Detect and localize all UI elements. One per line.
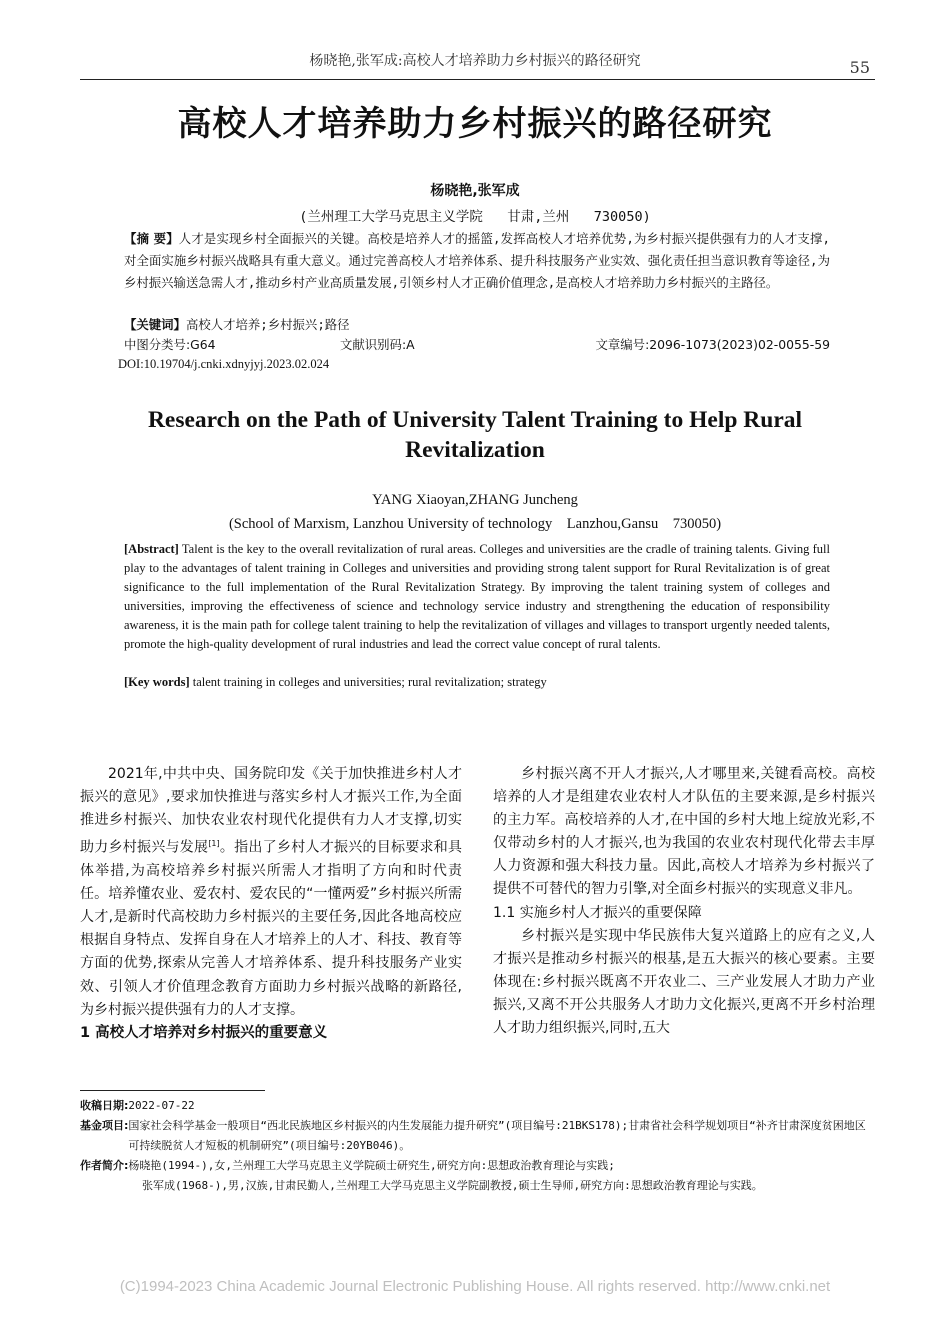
document-code: 文献识别码:A xyxy=(340,337,415,352)
english-keywords xyxy=(124,675,830,690)
footnote-received xyxy=(80,1096,875,1116)
chinese-abstract xyxy=(124,228,830,294)
chinese-abstract-label: 【摘 要】 xyxy=(124,231,179,246)
copyright-watermark: (C)1994-2023 China Academic Journal Electronic Publishing House. All rights reserved. http://www.cnki.net xyxy=(119,1278,831,1295)
chinese-affiliation: (兰州理工大学马克思主义学院 甘肃,兰州 730050) xyxy=(299,209,651,225)
doi: DOI:10.19704/j.cnki.xdnyjyj.2023.02.024 xyxy=(118,357,330,371)
english-keywords-label: [Key words] xyxy=(124,675,190,689)
section-1-heading: 1 高校人才培养对乡村振兴的重要意义 xyxy=(80,1024,328,1041)
chinese-keywords-label: 【关键词】 xyxy=(124,317,186,332)
body-left-column xyxy=(80,763,462,1045)
received-label: 收稿日期: xyxy=(80,1099,129,1112)
citation-ref: [1] xyxy=(208,839,220,849)
subsection-1-1-paragraph: 乡村振兴是实现中华民族伟大复兴道路上的应有之义,人才振兴是推动乡村振兴的根基,是五大振兴的核心要素。主要体现在:乡村振兴既离不开农业二、三产业发展人才助力产业振兴,又离不开公共服务人才助力文化振兴,更离不开乡村治理人才助力组织振兴,同时,五大 xyxy=(493,927,875,1037)
english-authors: YANG Xiaoyan,ZHANG Juncheng xyxy=(372,492,578,508)
author-2-bio: 张军成(1968-),男,汉族,甘肃民勤人,兰州理工大学马克思主义学院副教授,硕士生导师,研究方向:思想政治教育理论与实践。 xyxy=(142,1179,763,1192)
english-abstract-label: [Abstract] xyxy=(124,542,179,556)
intro-paragraph xyxy=(80,763,462,1022)
author-bio-label: 作者简介: xyxy=(80,1159,129,1172)
footnote-fund xyxy=(80,1116,875,1156)
clc-number: 中图分类号:G64 xyxy=(124,337,216,352)
intro-text-2: 。指出了乡村人才振兴的目标要求和具体举措,为高校培养乡村振兴所需人才指明了方向和时代责任。培养懂农业、爱农村、爱农民的“一懂两爱”乡村振兴所需人才,是新时代高校助力乡村振兴的主要任务,因此各地高校应根据自身特点、发挥自身在人才培养上的人才、科技、教育等方面的优势,探索从完善人才培养体系、提升科技服务产业实效、引领人才价值理念教育方面助力乡村振兴战略的新路径,为乡村振兴提供强有力的人才支撑。 xyxy=(80,839,463,1018)
fund-label: 基金项目: xyxy=(80,1119,129,1132)
english-affiliation: (School of Marxism, Lanzhou University of technology Lanzhou,Gansu 730050) xyxy=(228,516,722,532)
header-divider xyxy=(80,79,875,80)
footnotes xyxy=(80,1096,875,1196)
english-abstract-text: Talent is the key to the overall revitalization of rural areas. Colleges and universities are the cradle of training talents. Giving full play to the advantages of talent training in Colleges and universities and providing strong talent support for Rural Revitalization is of great significance to the full implementation of the Rural Revitalization Strategy. By improving the talent training system of colleges and universities, improving the effectiveness of science and technology service industry and strengthening the education of responsibility awareness, it is the main path for college talent training to help the revitalization of villages and villages to transport urgently needed talents, promote the high-quality development of rural industries and lead the correct value concept of rural talents. xyxy=(124,542,830,652)
chinese-abstract-text: 人才是实现乡村全面振兴的关键。高校是培养人才的摇篮,发挥高校人才培养优势,为乡村振兴提供强有力的人才支撑,对全面实施乡村振兴战略具有重大意义。通过完善高校人才培养体系、提升科技服务产业实效、强化责任担当意识教育等途径,为乡村振兴输送急需人才,推动乡村产业高质量发展,引领乡村人才正确价值理念,是高校人才培养助力乡村振兴的主路径。 xyxy=(124,231,830,290)
subsection-1-1-heading: 1.1 实施乡村人才振兴的重要保障 xyxy=(493,904,702,921)
author-1-bio: 杨晓艳(1994-),女,兰州理工大学马克思主义学院硕士研究生,研究方向:思想政治教育理论与实践; xyxy=(128,1159,615,1172)
footnote-author xyxy=(80,1156,875,1176)
running-header: 杨晓艳,张军成:高校人才培养助力乡村振兴的路径研究 xyxy=(309,53,641,69)
section-1-paragraph: 乡村振兴离不开人才振兴,人才哪里来,关键看高校。高校培养的人才是组建农业农村人才队伍的主要来源,是乡村振兴的主力军。高校培养的人才,在中国的乡村大地上绽放光彩,不仅带动乡村的人才振兴,也为我国的农业农村现代化带去丰厚人力资源和强大科技力量。因此,高校人才培养为乡村振兴了提供不可替代的智力引擎,对全面乡村振兴的实现意义非凡。 xyxy=(493,766,875,898)
page-number: 55 xyxy=(849,58,870,77)
body-right-column xyxy=(493,763,875,1040)
fund-text: 国家社会科学基金一般项目“西北民族地区乡村振兴的内生发展能力提升研究”(项目编号:21BKS178);甘肃省社会科学规划项目“补齐甘肃深度贫困地区可持续脱贫人才短板的机制研究”(项目编号:20YB046)。 xyxy=(128,1119,866,1152)
english-abstract xyxy=(124,540,830,655)
english-keywords-text: talent training in colleges and universities; rural revitalization; strategy xyxy=(189,675,547,689)
chinese-keywords-text: 高校人才培养;乡村振兴;路径 xyxy=(185,317,350,332)
received-date: 2022-07-22 xyxy=(128,1099,195,1112)
footnote-divider xyxy=(80,1090,265,1091)
classification-row xyxy=(124,335,830,353)
intro-text-1: 2021年,中共中央、国务院印发《关于加快推进乡村人才振兴的意见》,要求加快推进与落实乡村人才振兴工作,为全面推进乡村振兴、加快农业农村现代化提供有力人才支撑,切实助力乡村振兴与发展 xyxy=(80,766,462,856)
article-number: 文章编号:2096-1073(2023)02-0055-59 xyxy=(595,337,830,352)
chinese-authors: 杨晓艳,张军成 xyxy=(430,183,520,199)
chinese-title: 高校人才培养助力乡村振兴的路径研究 xyxy=(177,104,773,144)
english-title: Research on the Path of University Talent Training to Help Rural Revitalization xyxy=(147,407,803,463)
chinese-keywords xyxy=(124,315,830,333)
